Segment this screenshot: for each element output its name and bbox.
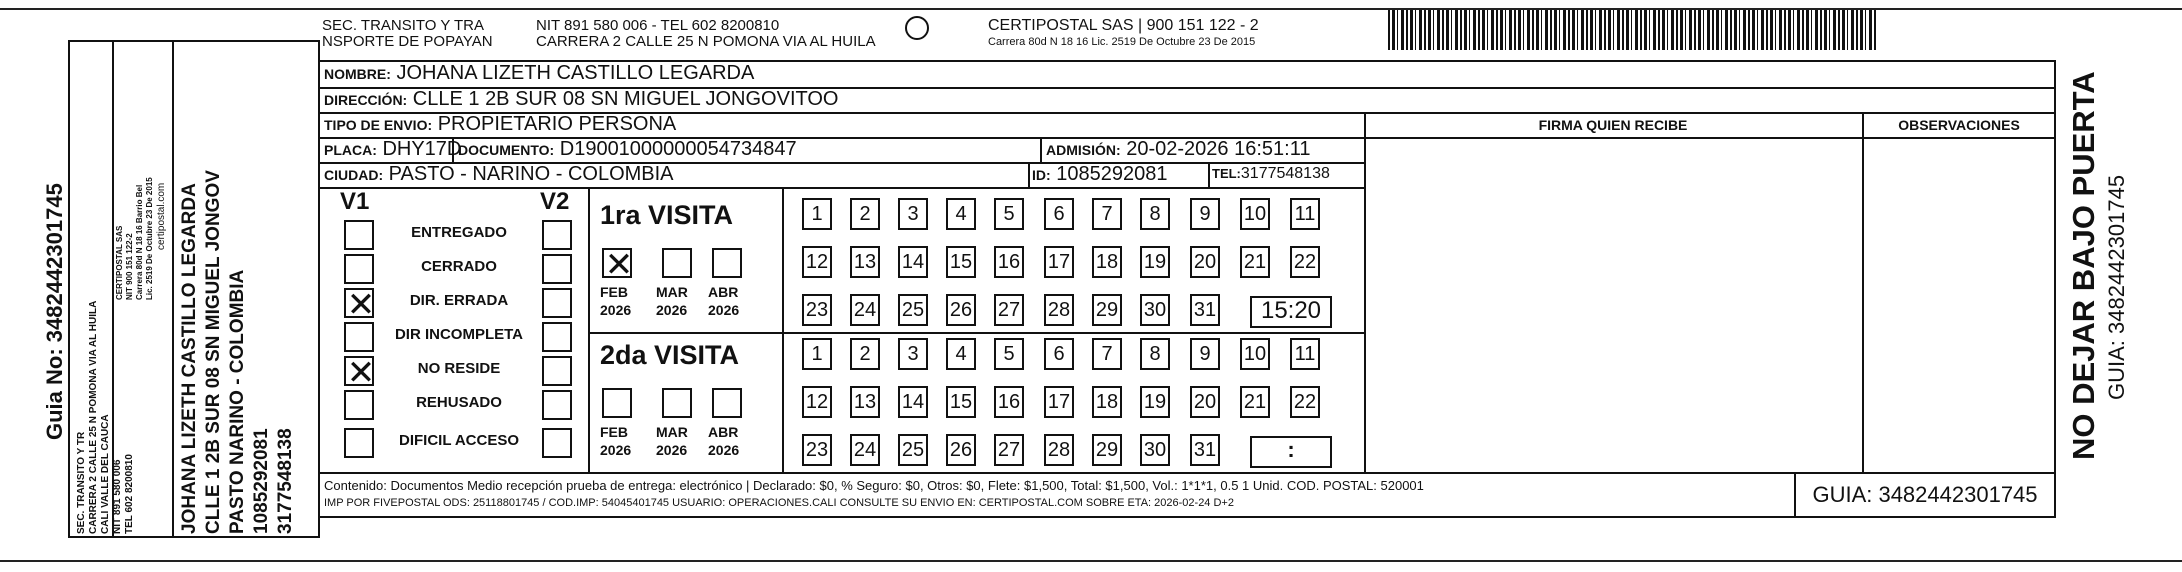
direccion-row <box>324 88 838 111</box>
placa-value: DHY17D <box>382 138 462 160</box>
first-visit-day-cell[interactable]: 2 <box>850 198 880 230</box>
first-visit-day-cell[interactable]: 14 <box>898 246 928 278</box>
first-visit-day-cell[interactable]: 21 <box>1240 246 1270 278</box>
month-checkbox-mar-2[interactable] <box>662 388 692 418</box>
id-field <box>1032 163 1167 186</box>
second-visit-day-cell[interactable]: 18 <box>1092 386 1122 418</box>
documento-label: DOCUMENTO: <box>458 142 555 158</box>
footer-guia-divider <box>1794 472 1796 518</box>
guia-number-vertical: Guia No: 3482442301745 <box>42 183 67 440</box>
v2-checkbox-no-reside[interactable] <box>542 356 572 386</box>
v1-checkbox-entregado[interactable] <box>344 220 374 250</box>
first-visit-day-cell[interactable]: 7 <box>1092 198 1122 230</box>
first-visit-day-cell[interactable]: 12 <box>802 246 832 278</box>
tel-value: 3177548138 <box>1240 165 1330 182</box>
first-visit-day-cell[interactable]: 11 <box>1290 198 1320 230</box>
sender-header-line-1: SEC. TRANSITO Y TRA <box>322 17 484 34</box>
year-label: 2026 <box>600 302 632 318</box>
id-divider <box>1028 162 1030 187</box>
first-visit-day-cell[interactable]: 16 <box>994 246 1024 278</box>
carrier-line: NIT 900 151 122-2 <box>125 233 134 300</box>
sender-line: CALI VALLE DEL CAUCA <box>100 414 111 534</box>
admision-field <box>1046 138 1310 161</box>
second-visit-day-cell[interactable]: 15 <box>946 386 976 418</box>
nombre-row <box>324 62 754 85</box>
year-label: 2026 <box>600 442 632 458</box>
year-label: 2026 <box>656 302 688 318</box>
documento-value: D19001000000054734847 <box>559 138 797 160</box>
second-visit-day-cell[interactable]: 30 <box>1140 434 1170 466</box>
v1-checkbox-dir-incompleta[interactable] <box>344 322 374 352</box>
nit-header-line-1: NIT 891 580 006 - TEL 602 8200810 <box>536 17 780 34</box>
first-visit-day-cell[interactable]: 27 <box>994 294 1024 326</box>
v2-checkbox-cerrado[interactable] <box>542 254 572 284</box>
v2-checkbox-dificil-acceso[interactable] <box>542 428 572 458</box>
nombre-value: JOHANA LIZETH CASTILLO LEGARDA <box>396 62 755 84</box>
v2-checkbox-dir-errada[interactable] <box>542 288 572 318</box>
first-visit-title: 1ra VISITA <box>600 200 734 230</box>
sender-header <box>322 18 493 50</box>
documento-divider <box>1040 137 1042 162</box>
v2-checkbox-dir-incompleta[interactable] <box>542 322 572 352</box>
tipo-envio-label: TIPO DE ENVIO: <box>324 117 433 133</box>
nit-header-line-2: CARRERA 2 CALLE 25 N POMONA VIA AL HUILA <box>536 33 876 50</box>
recipient-line: PASTO NARINO - COLOMBIA <box>227 269 248 534</box>
second-visit-day-cell[interactable]: 26 <box>946 434 976 466</box>
v1-checkbox-cerrado[interactable] <box>344 254 374 284</box>
id-label: ID: <box>1032 167 1051 183</box>
second-visit-day-cell[interactable]: 9 <box>1190 338 1220 370</box>
observaciones-divider <box>1862 112 1864 472</box>
second-visit-day-cell[interactable]: 17 <box>1044 386 1074 418</box>
second-visit-day-cell[interactable]: 12 <box>802 386 832 418</box>
second-visit-day-cell[interactable]: 27 <box>994 434 1024 466</box>
left-stub-divider-2 <box>172 40 174 538</box>
first-visit-day-cell[interactable]: 13 <box>850 246 880 278</box>
carrier-header <box>988 18 1259 50</box>
recipient-line: CLLE 1 2B SUR 08 SN MIGUEL JONGOV <box>203 170 224 534</box>
status-label: DIR INCOMPLETA <box>394 326 524 343</box>
second-visit-day-cell[interactable]: 4 <box>946 338 976 370</box>
second-visit-day-cell[interactable]: 19 <box>1140 386 1170 418</box>
first-visit-day-cell[interactable]: 29 <box>1092 294 1122 326</box>
month-checkbox-abr-2[interactable] <box>712 388 742 418</box>
first-visit-time: 15:20 <box>1260 297 1322 324</box>
admision-label: ADMISIÓN: <box>1046 142 1121 158</box>
v2-checkbox-rehusado[interactable] <box>542 390 572 420</box>
first-visit-day-cell[interactable]: 1 <box>802 198 832 230</box>
second-visit-day-cell[interactable]: 8 <box>1140 338 1170 370</box>
second-visit-day-cell[interactable]: 23 <box>802 434 832 466</box>
month-checkbox-feb-1[interactable] <box>602 245 634 285</box>
first-visit-day-cell[interactable]: 10 <box>1240 198 1270 230</box>
second-visit-day-cell[interactable]: 22 <box>1290 386 1320 418</box>
ciudad-label: CIUDAD: <box>324 167 384 183</box>
firma-label: FIRMA QUIEN RECIBE <box>1538 117 1688 133</box>
first-visit-day-cell[interactable]: 25 <box>898 294 928 326</box>
second-visit-day-cell[interactable]: 31 <box>1190 434 1220 466</box>
second-visit-day-cell[interactable]: 21 <box>1240 386 1270 418</box>
footer-contenido: Contenido: Documentos Medio recepción prueba de entrega: electrónico | Declarado: $0, % Seguro: $0, Otros: $0, Flete: $1,500, Total: $1,500, Vol.: 1*1*1, 0.5 1 Unid. COD. POSTAL: 520001 <box>324 478 1424 493</box>
carrier-logo-icon <box>905 16 929 40</box>
barcode <box>1388 10 1876 50</box>
status-label: REHUSADO <box>416 394 502 411</box>
row-line <box>318 187 1364 189</box>
month-checkbox-feb-2[interactable] <box>602 388 632 418</box>
sender-line: TEL 602 8200810 <box>124 454 135 534</box>
tel-field <box>1212 165 1330 183</box>
ciudad-field <box>324 163 674 186</box>
month-checkbox-abr-1[interactable] <box>712 248 742 278</box>
year-label: 2026 <box>708 442 740 458</box>
second-visit-title: 2da VISITA <box>600 340 740 370</box>
carrier-header-line-1: CERTIPOSTAL SAS | 900 151 122 - 2 <box>988 17 1259 34</box>
year-label: 2026 <box>656 442 688 458</box>
bottom-rule <box>0 560 2182 562</box>
signature-divider <box>1364 112 1366 472</box>
recipient-line: JOHANA LIZETH CASTILLO LEGARDA <box>179 183 200 534</box>
month-label: ABR <box>708 424 739 440</box>
v1-checkbox-rehusado[interactable] <box>344 390 374 420</box>
first-visit-day-cell[interactable]: 26 <box>946 294 976 326</box>
carrier-web-vertical: certipostal.com <box>156 182 167 250</box>
first-visit-day-cell[interactable]: 8 <box>1140 198 1170 230</box>
check-x-icon: ✕ <box>346 285 376 325</box>
first-visit-day-cell[interactable]: 4 <box>946 198 976 230</box>
nit-header <box>536 18 876 50</box>
first-visit-day-cell[interactable]: 15 <box>946 246 976 278</box>
visits-mid-line <box>588 332 1364 334</box>
second-visit-day-cell[interactable]: 16 <box>994 386 1024 418</box>
first-visit-day-cell[interactable]: 17 <box>1044 246 1074 278</box>
tipo-envio-value: PROPIETARIO PERSONA <box>437 113 677 135</box>
observaciones-label: OBSERVACIONES <box>1898 117 2020 133</box>
second-visit-day-cell[interactable]: 13 <box>850 386 880 418</box>
month-label: MAR <box>656 284 688 300</box>
placa-field <box>324 138 461 161</box>
second-visit-day-cell[interactable]: 25 <box>898 434 928 466</box>
tipo-envio-row <box>324 113 676 136</box>
first-visit-day-cell[interactable]: 23 <box>802 294 832 326</box>
month-label: ABR <box>708 284 739 300</box>
carrier-line: Lic. 2519 De Octubre 23 De 2015 <box>145 177 154 300</box>
v2-checkbox-entregado[interactable] <box>542 220 572 250</box>
month-label: FEB <box>600 284 628 300</box>
status-label: DIFICIL ACCESO <box>398 432 519 449</box>
sender-header-line-2: NSPORTE DE POPAYAN <box>322 33 493 50</box>
sender-line: CARRERA 2 CALLE 25 N POMONA VIA AL HUILA <box>88 300 99 534</box>
month-checkbox-mar-1[interactable] <box>662 248 692 278</box>
first-visit-day-cell[interactable]: 30 <box>1140 294 1170 326</box>
check-x-icon: ✕ <box>604 245 634 285</box>
first-visit-day-cell[interactable]: 31 <box>1190 294 1220 326</box>
first-visit-day-cell[interactable]: 20 <box>1190 246 1220 278</box>
placa-label: PLACA: <box>324 142 377 158</box>
second-visit-time: : <box>1287 437 1295 462</box>
second-visit-day-cell[interactable]: 20 <box>1190 386 1220 418</box>
status-label: CERRADO <box>421 258 497 275</box>
second-visit-day-cell[interactable]: 5 <box>994 338 1024 370</box>
right-guia-vertical: GUIA: 3482442301745 <box>2104 174 2129 400</box>
recipient-block-vertical <box>178 170 298 534</box>
direccion-label: DIRECCIÓN: <box>324 92 408 108</box>
recipient-line: 1085292081 <box>251 428 272 534</box>
direccion-value: CLLE 1 2B SUR 08 SN MIGUEL JONGOVITOO <box>412 88 839 110</box>
second-visit-day-cell[interactable]: 2 <box>850 338 880 370</box>
documento-field <box>458 138 797 161</box>
sender-block-vertical <box>76 301 136 534</box>
first-visit-day-cell[interactable]: 9 <box>1190 198 1220 230</box>
carrier-line: CERTIPOSTAL SAS <box>115 225 124 300</box>
v2-header: V2 <box>540 188 570 215</box>
first-visit-day-cell[interactable]: 19 <box>1140 246 1170 278</box>
year-label: 2026 <box>708 302 740 318</box>
first-visit-day-cell[interactable]: 18 <box>1092 246 1122 278</box>
month-label: FEB <box>600 424 628 440</box>
second-visit-day-cell[interactable]: 24 <box>850 434 880 466</box>
carrier-header-line-2: Carrera 80d N 18 16 Lic. 2519 De Octubre 23 De 2015 <box>988 36 1256 48</box>
month-label: MAR <box>656 424 688 440</box>
second-visit-day-cell[interactable]: 11 <box>1290 338 1320 370</box>
first-visit-day-cell[interactable]: 22 <box>1290 246 1320 278</box>
second-visit-day-cell[interactable]: 10 <box>1240 338 1270 370</box>
second-visit-day-cell[interactable]: 28 <box>1044 434 1074 466</box>
second-visit-day-cell[interactable]: 14 <box>898 386 928 418</box>
ciudad-value: PASTO - NARINO - COLOMBIA <box>388 163 674 185</box>
status-label: NO RESIDE <box>417 360 501 377</box>
footer-imp-line: IMP POR FIVEPOSTAL ODS: 25118801745 / COD.IMP: 54045401745 USUARIO: OPERACIONES.CALI CONSULTE SU ENVIO EN: CERTIPOSTAL.COM SOBRE ETA: 2026-02-24 D+2 <box>324 497 1234 509</box>
v1-checkbox-no-reside[interactable] <box>344 353 376 393</box>
second-visit-day-cell[interactable]: 1 <box>802 338 832 370</box>
id-value: 1085292081 <box>1056 163 1168 185</box>
sender-line: SEC. TRANSITO Y TR <box>76 431 87 534</box>
second-visit-day-cell[interactable]: 29 <box>1092 434 1122 466</box>
status-label: ENTREGADO <box>411 224 507 241</box>
check-x-icon: ✕ <box>346 353 376 393</box>
sender-line: NIT 891 580 006 <box>112 459 123 534</box>
nombre-label: NOMBRE: <box>324 66 391 82</box>
carrier-line: Carrera 80d N 18 16 Barrio Bel <box>135 184 144 300</box>
footer-guia-box: GUIA: 3482442301745 <box>1812 482 2038 507</box>
tel-divider <box>1208 162 1210 187</box>
status-label: DIR. ERRADA <box>409 292 509 309</box>
second-visit-day-cell[interactable]: 6 <box>1044 338 1074 370</box>
first-visit-day-cell[interactable]: 6 <box>1044 198 1074 230</box>
second-visit-day-cell[interactable]: 7 <box>1092 338 1122 370</box>
v1-header: V1 <box>340 188 370 215</box>
v1-checkbox-dir-errada[interactable] <box>344 285 376 325</box>
v1-checkbox-dificil-acceso[interactable] <box>344 428 374 458</box>
first-visit-day-cell[interactable]: 24 <box>850 294 880 326</box>
carrier-block-vertical <box>115 177 155 300</box>
first-visit-day-cell[interactable]: 5 <box>994 198 1024 230</box>
first-visit-day-cell[interactable]: 28 <box>1044 294 1074 326</box>
visits-col-divider-2 <box>782 187 784 472</box>
recipient-line: 3177548138 <box>275 428 296 534</box>
admision-value: 20-02-2026 16:51:11 <box>1126 138 1311 160</box>
tel-label: TEL: <box>1212 166 1241 181</box>
first-visit-day-cell[interactable]: 3 <box>898 198 928 230</box>
visits-col-divider-1 <box>588 187 590 472</box>
no-dejar-bajo-puerta: NO DEJAR BAJO PUERTA <box>2066 71 2101 460</box>
second-visit-day-cell[interactable]: 3 <box>898 338 928 370</box>
